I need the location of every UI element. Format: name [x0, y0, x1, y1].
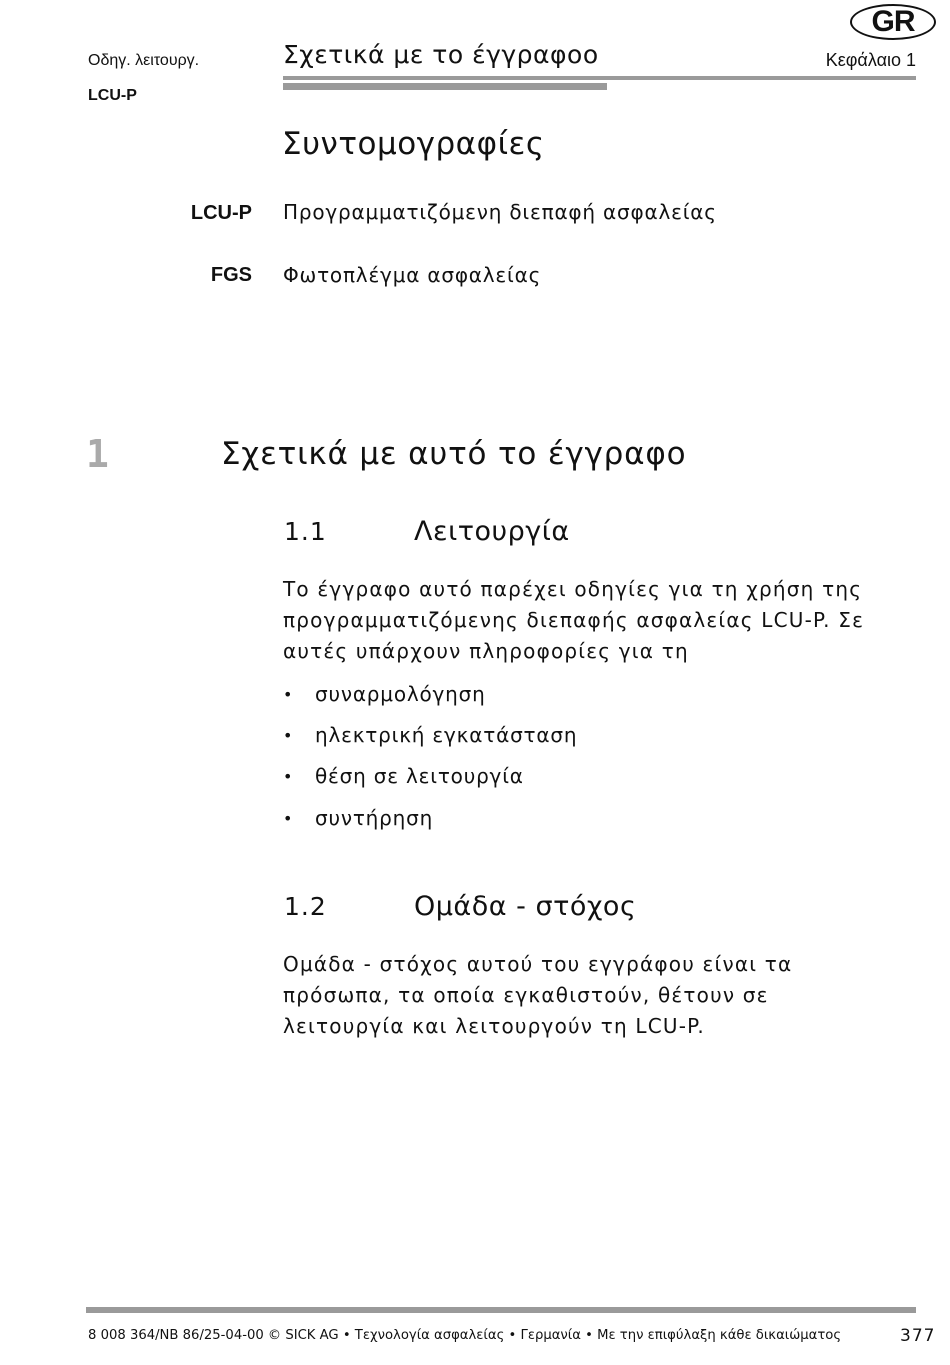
footer-rule [86, 1307, 916, 1313]
section-title: Ομάδα - στόχος [414, 891, 637, 922]
bullet-marker: • [283, 809, 293, 828]
section-number: 1.1 [284, 517, 327, 546]
section-title: Λειτουργία [414, 516, 570, 547]
chapter-title: Σχετικά με αυτό το έγγραφο [221, 436, 687, 472]
section-number: 1.2 [284, 892, 327, 921]
abbreviation-meaning: Προγραμματιζόμενη διεπαφή ασφαλείας [283, 200, 717, 224]
list-item: ηλεκτρική εγκατάσταση [315, 723, 578, 747]
bullet-marker: • [283, 685, 293, 704]
language-badge: GR [850, 4, 936, 40]
abbreviation-term: LCU-P [190, 202, 252, 224]
list-item: συντήρηση [315, 806, 434, 830]
header-product: LCU-P [88, 87, 137, 104]
header-doc-type: Οδηγ. λειτουργ. [88, 52, 200, 69]
header-rule [283, 76, 916, 80]
page-number: 377 [900, 1326, 936, 1346]
footer-text: 8 008 364/NB 86/25-04-00 © SICK AG • Τεχνολογία ασφαλείας • Γερμανία • Με την επιφύλαξη κάθε δικαιώματος [88, 1328, 842, 1343]
abbreviation-meaning: Φωτοπλέγμα ασφαλείας [283, 263, 542, 287]
header-section-title: Σχετικά με το έγγραφοο [283, 40, 599, 69]
section-paragraph: Ομάδα - στόχος αυτού του εγγράφου είναι τα πρόσωπα, τα οποία εγκαθιστούν, θέτουν σε λειτουργία και λειτουργούν τη LCU-P. [283, 952, 793, 1038]
list-item: θέση σε λειτουργία [315, 764, 524, 788]
bullet-marker: • [283, 726, 293, 745]
list-item: συναρμολόγηση [315, 682, 486, 706]
chapter-number: 1 [86, 432, 109, 476]
section-paragraph: Το έγγραφο αυτό παρέχει οδηγίες για τη χρήση της προγραμματιζόμενης διεπαφής ασφαλείας LCU-P. Σε αυτές υπάρχουν πληροφορίες για τη [283, 577, 865, 663]
bullet-marker: • [283, 767, 293, 786]
abbreviation-term: FGS [210, 264, 252, 286]
header-chapter-label: Κεφάλαιο 1 [825, 50, 916, 70]
abbreviations-heading: Συντομογραφίες [282, 126, 545, 162]
header-rule-thick [283, 83, 607, 90]
